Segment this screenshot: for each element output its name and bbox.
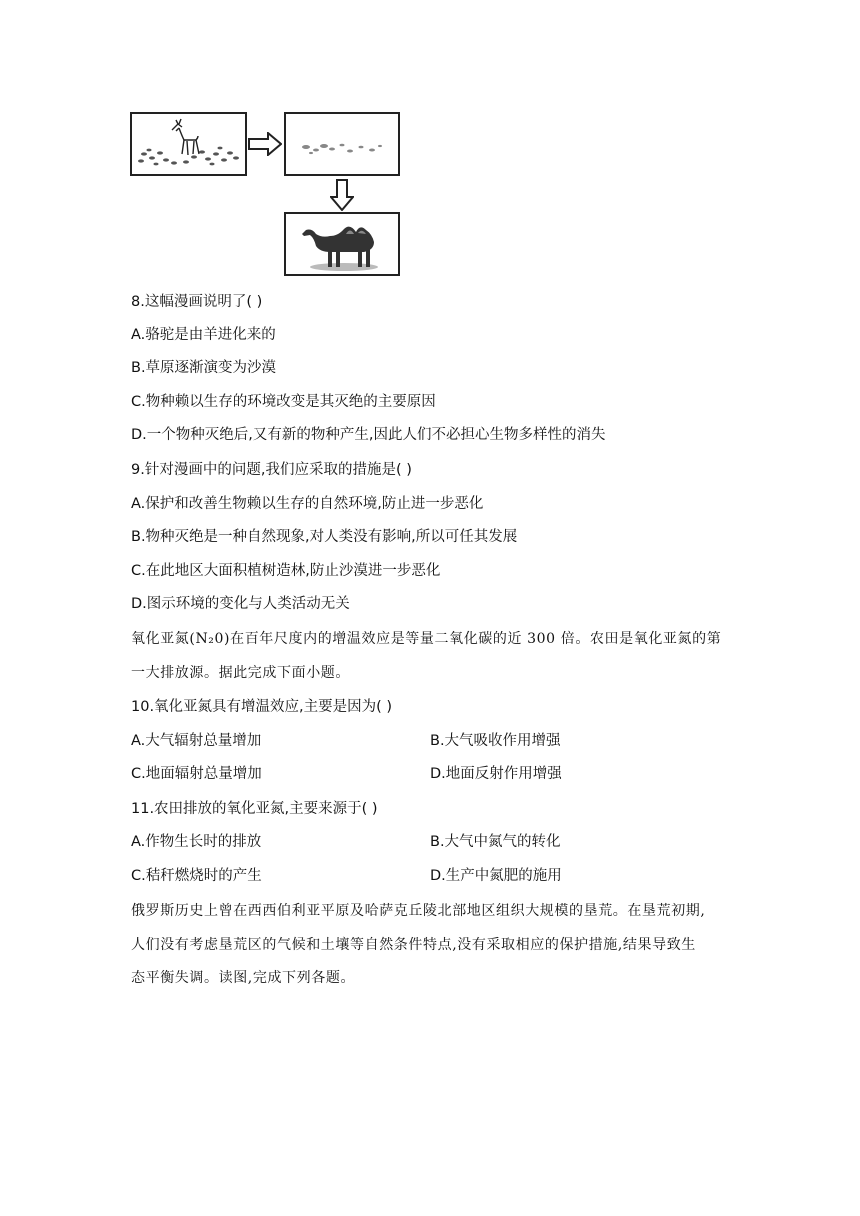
passage-2-line-1: 俄罗斯历史上曾在西西伯利亚平原及哈萨克丘陵北部地区组织大规模的垦荒。在垦荒初期, xyxy=(131,903,706,919)
question-8-option-a: A.骆驼是由羊进化来的 xyxy=(131,327,276,343)
question-10-option-c: C.地面辐射总量增加 xyxy=(131,766,262,782)
question-11-stem: 11.农田排放的氧化亚氮,主要来源于( ) xyxy=(131,801,378,817)
passage-1-line-1: 氧化亚氮(N₂0)在百年尺度内的增温效应是等量二氧化碳的近 300 倍。农田是氧化亚氮的第 xyxy=(131,631,722,647)
camel-image xyxy=(286,214,398,274)
question-10-option-b: B.大气吸收作用增强 xyxy=(430,733,561,749)
grassland-goat-panel xyxy=(130,112,247,176)
question-9-option-b: B.物种灭绝是一种自然现象,对人类没有影响,所以可任其发展 xyxy=(131,529,518,545)
right-arrow-icon xyxy=(248,132,282,156)
desert-panel xyxy=(284,112,400,176)
desert-image xyxy=(286,114,398,174)
question-9-option-d: D.图示环境的变化与人类活动无关 xyxy=(131,596,350,612)
question-8-option-c: C.物种赖以生存的环境改变是其灭绝的主要原因 xyxy=(131,394,436,410)
passage-2-line-3: 态平衡失调。读图,完成下列各题。 xyxy=(131,970,356,986)
question-8-option-b: B.草原逐渐演变为沙漠 xyxy=(131,360,277,376)
question-11-option-b: B.大气中氮气的转化 xyxy=(430,834,561,850)
question-8-stem: 8.这幅漫画说明了( ) xyxy=(131,294,263,310)
passage-2-line-2: 人们没有考虑垦荒区的气候和土壤等自然条件特点,没有采取相应的保护措施,结果导致生 xyxy=(131,937,696,953)
passage-1-line-2: 一大排放源。据此完成下面小题。 xyxy=(131,665,350,681)
question-9-option-c: C.在此地区大面积植树造林,防止沙漠进一步恶化 xyxy=(131,563,441,579)
question-10-option-d: D.地面反射作用增强 xyxy=(430,766,562,782)
question-9-option-a: A.保护和改善生物赖以生存的自然环境,防止进一步恶化 xyxy=(131,496,484,512)
grassland-goat-image xyxy=(132,114,245,174)
question-10-option-a: A.大气辐射总量增加 xyxy=(131,733,262,749)
question-11-option-d: D.生产中氮肥的施用 xyxy=(430,868,562,884)
question-10-stem: 10.氧化亚氮具有增温效应,主要是因为( ) xyxy=(131,699,393,715)
down-arrow-icon xyxy=(330,179,354,211)
question-11-option-c: C.秸秆燃烧时的产生 xyxy=(131,868,262,884)
question-9-stem: 9.针对漫画中的问题,我们应采取的措施是( ) xyxy=(131,462,412,478)
question-11-option-a: A.作物生长时的排放 xyxy=(131,834,262,850)
question-8-option-d: D.一个物种灭绝后,又有新的物种产生,因此人们不必担心生物多样性的消失 xyxy=(131,427,606,443)
comic-figure xyxy=(130,112,402,276)
camel-panel xyxy=(284,212,400,276)
